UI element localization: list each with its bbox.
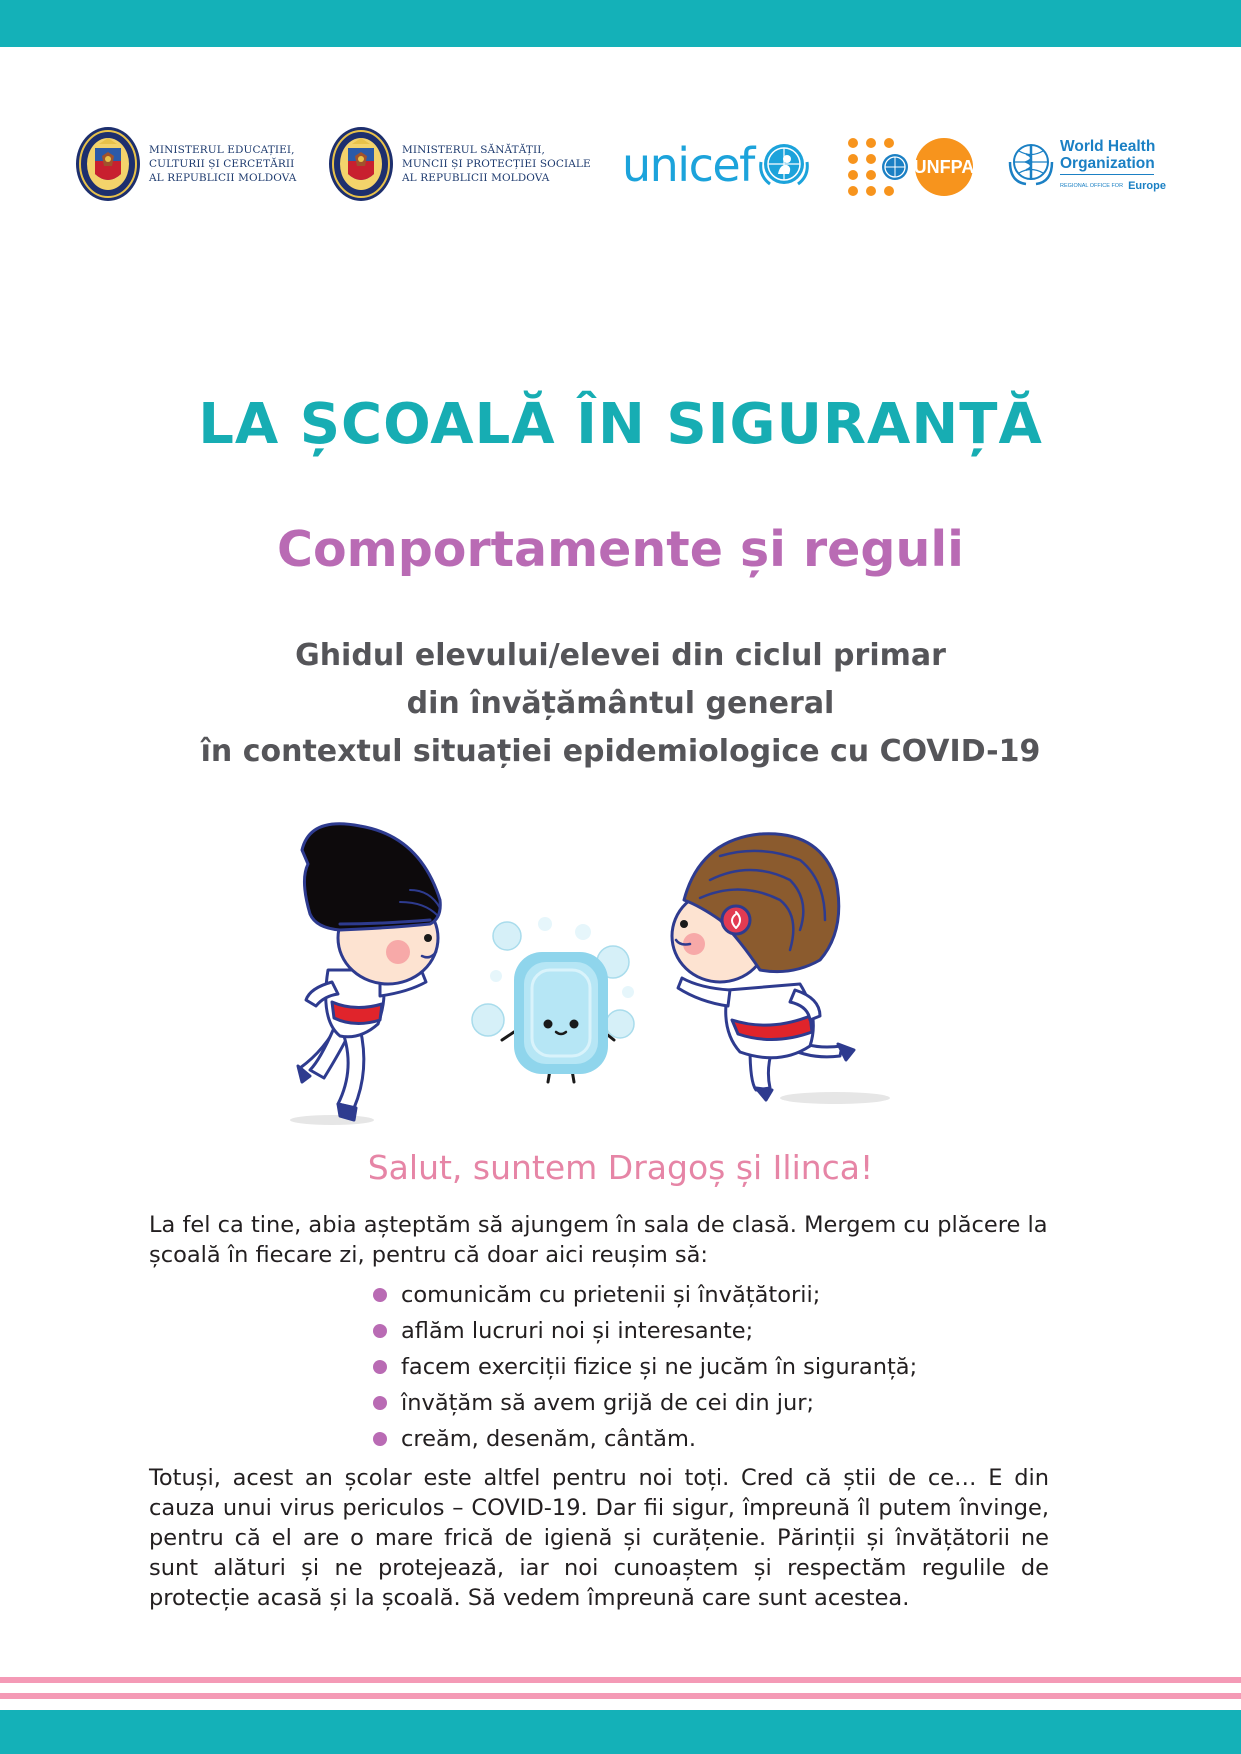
bullet-dot-icon [373,1324,387,1338]
who-emblem-icon [1006,138,1056,188]
unfpa-wordmark: UNFPA [913,156,975,177]
bullet-dot-icon [373,1288,387,1302]
unicef-logo [622,140,812,190]
who-regional-label: REGIONAL OFFICE FOR [1060,183,1124,189]
ministry-education-line2: CULTURII ȘI CERCETĂRII [149,158,295,170]
page-title: LA ȘCOALĂ ÎN SIGURANȚĂ [198,392,1043,457]
boy-character [298,824,440,1120]
top-color-bar [0,0,1241,47]
list-item-text: creăm, desenăm, cântăm. [401,1426,697,1452]
guide-line-3: în contextul situației epidemiologice cu COVID-19 [200,734,1041,769]
moldova-coat-of-arms-icon [328,126,394,202]
ministry-health-line2: MUNCII ȘI PROTECȚIEI SOCIALE [402,158,591,170]
ministry-education-logo [75,126,296,202]
soap-character [472,917,634,1082]
bottom-stripe-1 [0,1677,1241,1683]
greeting-heading: Salut, suntem Dragoș și Ilinca! [367,1148,874,1187]
list-item [373,1313,917,1349]
guide-line-1: Ghidul elevului/elevei din ciclul primar [295,638,946,673]
children-soap-illustration [280,820,960,1130]
unfpa-dots-icon [847,137,913,197]
ministry-education-line1: MINISTERUL EDUCAȚIEI, [149,144,295,156]
body-paragraph: Totuși, acest an școlar este altfel pentru noi toți. Cred că știi de ce… E din cauza unui virus periculos – COVID-19. Dar fii sigur, împreună îl putem învinge, pentru că el are o mare frică de igienă și curățenie. Părinții și învățătorii ne sunt alături și ne protejează, iar noi cunoaștem și respectăm regulile de protecție acasă și la școală. Să vedem împreună care sunt acestea. [149,1465,1049,1611]
unfpa-logo [847,137,973,197]
moldova-coat-of-arms-icon [75,126,141,202]
who-region: Europe [1128,180,1166,192]
bullet-dot-icon [373,1432,387,1446]
guide-description [0,632,1241,776]
list-item-text: învățăm să avem grijă de cei din jur; [401,1390,815,1416]
reasons-list [373,1277,917,1457]
ministry-health-line1: MINISTERUL SĂNĂTĂȚII, [402,144,545,156]
ministry-education-name [149,143,296,185]
ministry-health-line3: AL REPUBLICII MOLDOVA [402,172,550,184]
unicef-emblem-icon [756,140,812,190]
list-item-text: comunicăm cu prietenii și învățătorii; [401,1282,821,1308]
bullet-dot-icon [373,1360,387,1374]
ministry-education-line3: AL REPUBLICII MOLDOVA [149,172,297,184]
ministry-health-logo [328,126,591,202]
guide-line-2: din învățământul general [406,686,835,721]
who-logo [1006,138,1166,192]
intro-text: La fel ca tine, abia așteptăm să ajungem în sala de clasă. Mergem cu plăcere la școală în fiecare zi, pentru că doar aici reușim să: [149,1212,1048,1268]
unicef-wordmark: unicef [622,138,754,192]
list-item-text: aflăm lucruri noi și interesante; [401,1318,754,1344]
who-regional [1060,180,1166,192]
page-subtitle: Comportamente și reguli [277,521,964,578]
bottom-stripe-2 [0,1693,1241,1699]
bottom-color-bar [0,1710,1241,1754]
who-line1: World Health [1060,138,1156,155]
who-line2: Organization [1060,155,1155,172]
list-item [373,1277,917,1313]
girl-character [672,834,854,1100]
list-item [373,1385,917,1421]
unfpa-badge [915,138,973,196]
ministry-health-name [402,143,591,185]
who-name [1060,138,1166,192]
list-item [373,1421,917,1457]
bullet-dot-icon [373,1396,387,1410]
partner-logos [0,120,1241,230]
list-item-text: facem exerciții fizice și ne jucăm în siguranță; [401,1354,918,1380]
list-item [373,1349,917,1385]
